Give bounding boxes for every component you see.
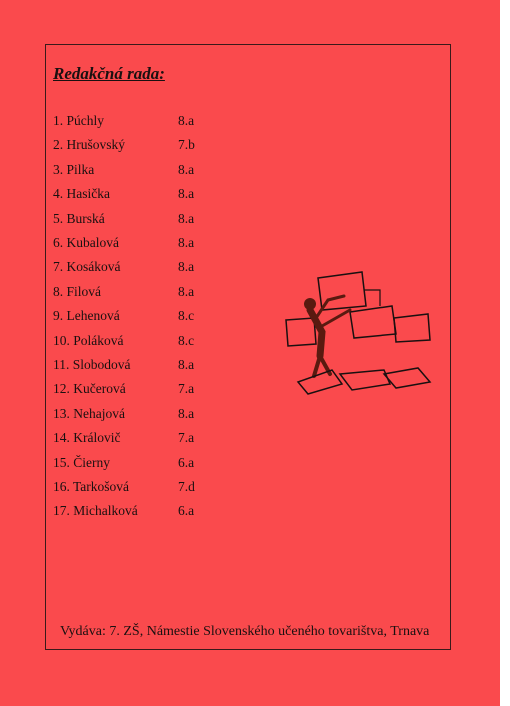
member-class: 8.a bbox=[178, 186, 195, 202]
member-class: 7.b bbox=[178, 137, 195, 153]
member-class: 8.a bbox=[178, 113, 195, 128]
member-name: 8. Filová bbox=[53, 283, 102, 299]
member-class: 8.a bbox=[178, 259, 195, 275]
member-class: 8.a bbox=[178, 283, 195, 299]
person-sorting-papers-icon bbox=[280, 270, 432, 400]
member-class: 8.c bbox=[178, 332, 195, 348]
member-name: 17. Michalková bbox=[53, 503, 138, 519]
member-name: 5. Burská bbox=[53, 210, 105, 226]
member-name: 7. Kosáková bbox=[53, 259, 121, 275]
member-name: 13. Nehajová bbox=[53, 405, 125, 421]
member-name: 12. Kučerová bbox=[53, 381, 126, 397]
member-class: 8.a bbox=[178, 161, 195, 177]
member-name: 4. Hasička bbox=[53, 186, 110, 202]
member-name: 9. Lehenová bbox=[53, 308, 120, 324]
member-name: 15. Čierny bbox=[53, 454, 110, 470]
publisher-line: Vydáva: 7. ZŠ, Námestie Slovenského učeného tovarištva, Trnava bbox=[60, 624, 430, 639]
member-name: 2. Hrušovský bbox=[53, 137, 126, 153]
member-class: 7.a bbox=[178, 430, 195, 446]
member-name: 6. Kubalová bbox=[53, 235, 119, 250]
member-name: 14. Královič bbox=[53, 430, 121, 446]
member-name: 10. Poláková bbox=[53, 332, 124, 348]
member-name: 3. Pilka bbox=[53, 161, 95, 177]
page-edge bbox=[500, 0, 510, 706]
member-name: 11. Slobodová bbox=[53, 357, 131, 372]
member-class: 6.a bbox=[178, 503, 195, 519]
member-class: 7.d bbox=[178, 479, 195, 494]
member-class: 8.a bbox=[178, 405, 195, 421]
member-class: 6.a bbox=[178, 454, 195, 470]
member-class: 8.c bbox=[178, 308, 195, 324]
member-class: 8.a bbox=[178, 357, 195, 372]
editorial-board-heading: Redakčná rada: bbox=[53, 64, 165, 83]
member-class: 8.a bbox=[178, 235, 195, 250]
member-class: 8.a bbox=[178, 210, 195, 226]
member-name: 16. Tarkošová bbox=[53, 479, 130, 494]
member-name: 1. Púchly bbox=[53, 113, 105, 128]
member-class: 7.a bbox=[178, 381, 195, 397]
